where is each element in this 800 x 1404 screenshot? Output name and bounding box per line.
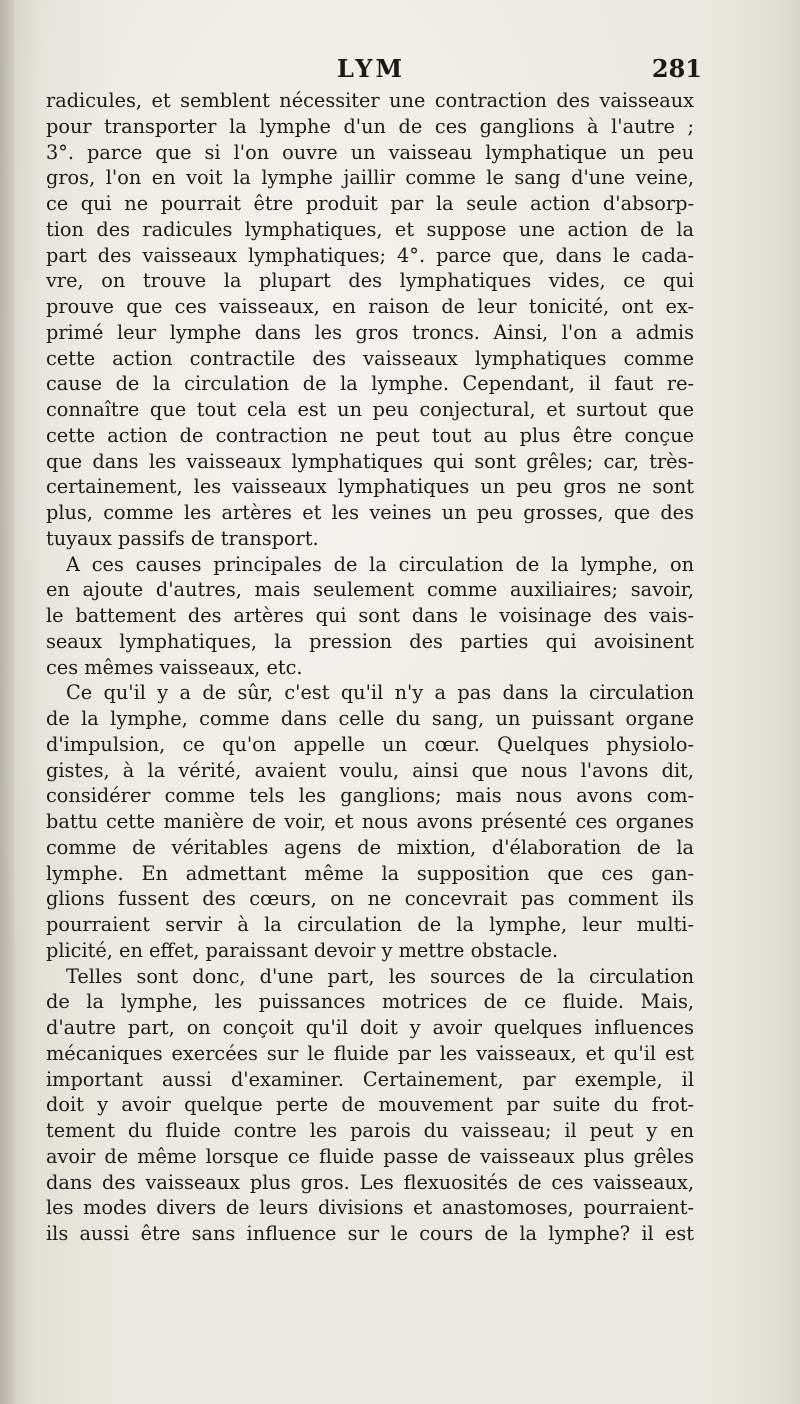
text-line: certainement, les vaisseaux lymphatiques un peu gros ne sont — [46, 475, 694, 499]
text-line: d'autre part, on conçoit qu'il doit y avoir quelques influences — [46, 1016, 694, 1039]
text-line: doit y avoir quelque perte de mouvement par suite du frot- — [46, 1093, 694, 1117]
text-line: comme de véritables agens de mixtion, d'élaboration de la — [46, 835, 694, 859]
text-line: tement du fluide contre les parois du vaisseau; il peut y en — [46, 1119, 694, 1142]
text-line: tuyaux passifs de transport. — [46, 526, 319, 550]
text-line: les modes divers de leurs divisions et anastomoses, pourraient- — [46, 1196, 694, 1220]
text-line: mécaniques exercées sur le fluide par les vaisseaux, et qu'il est — [46, 1041, 694, 1065]
text-line: part des vaisseaux lymphatiques; 4°. parce que, dans le cada- — [46, 243, 694, 267]
text-line: dans des vaisseaux plus gros. Les flexuosités de ces vaisseaux, — [46, 1170, 694, 1194]
text-line: ces mêmes vaisseaux, etc. — [46, 655, 303, 679]
text-line: radicules, et semblent nécessiter une contraction des vaisseaux — [46, 89, 694, 112]
text-line: A ces causes principales de la circulation de la lymphe, on — [66, 552, 694, 576]
text-line: lymphe. En admettant même la supposition que ces gan- — [46, 861, 694, 885]
running-title: LYM — [336, 54, 406, 83]
text-line: de la lymphe, comme dans celle du sang, un puissant organe — [46, 707, 694, 730]
text-line: glions fussent des cœurs, on ne concevrait pas comment ils — [46, 887, 694, 911]
text-line: cette action contractile des vaisseaux lymphatiques comme — [46, 346, 694, 370]
text-line: Telles sont donc, d'une part, les sources de la circulation — [66, 964, 694, 988]
text-line: battu cette manière de voir, et nous avons présenté ces organes — [46, 810, 694, 833]
page-number: 281 — [651, 54, 702, 83]
text-line: considérer comme tels les ganglions; mais nous avons com- — [46, 784, 694, 808]
text-line: tion des radicules lymphatiques, et suppose une action de la — [46, 217, 694, 241]
text-line: pourraient servir à la circulation de la lymphe, leur multi- — [46, 913, 694, 936]
text-line: cause de la circulation de la lymphe. Cependant, il faut re- — [46, 372, 694, 396]
text-line: le battement des artères qui sont dans le voisinage des vais- — [46, 604, 694, 627]
running-head — [46, 52, 702, 88]
text-line: ce qui ne pourrait être produit par la seule action d'absorp- — [46, 192, 694, 215]
page-binding-shadow — [0, 0, 14, 1404]
text-line: d'impulsion, ce qu'on appelle un cœur. Quelques physiolo- — [46, 732, 694, 756]
text-line: de la lymphe, les puissances motrices de ce fluide. Mais, — [46, 990, 694, 1014]
text-line: gistes, à la vérité, avaient voulu, ainsi que nous l'avons dit, — [46, 758, 694, 782]
body-text — [46, 88, 694, 1247]
text-line: important aussi d'examiner. Certainement, par exemple, il — [46, 1067, 694, 1091]
text-line: pour transporter la lymphe d'un de ces ganglions à l'autre ; — [46, 114, 694, 138]
text-line: vre, on trouve la plupart des lymphatiques vides, ce qui — [46, 269, 694, 293]
text-line: Ce qu'il y a de sûr, c'est qu'il n'y a pas dans la circulation — [66, 681, 694, 705]
text-line: 3°. parce que si l'on ouvre un vaisseau lymphatique un peu — [46, 140, 694, 164]
text-line: ils aussi être sans influence sur le cours de la lymphe? il est — [46, 1222, 694, 1245]
text-line: primé leur lymphe dans les gros troncs. Ainsi, l'on a admis — [46, 320, 694, 344]
text-line: gros, l'on en voit la lymphe jaillir comme le sang d'une veine, — [46, 166, 694, 190]
text-line: que dans les vaisseaux lymphatiques qui sont grêles; car, très- — [46, 449, 694, 473]
text-line: connaître que tout cela est un peu conjectural, et surtout que — [46, 398, 694, 421]
text-line: avoir de même lorsque ce fluide passe de vaisseaux plus grêles — [46, 1144, 694, 1168]
text-line: plicité, en effet, paraissant devoir y mettre obstacle. — [46, 938, 559, 962]
text-line: prouve que ces vaisseaux, en raison de leur tonicité, ont ex- — [46, 295, 694, 318]
text-line: seaux lymphatiques, la pression des parties qui avoisinent — [46, 629, 694, 653]
text-line: plus, comme les artères et les veines un peu grosses, que des — [46, 501, 694, 524]
text-line: cette action de contraction ne peut tout au plus être conçue — [46, 423, 694, 447]
text-line: en ajoute d'autres, mais seulement comme auxiliaires; savoir, — [46, 578, 694, 602]
